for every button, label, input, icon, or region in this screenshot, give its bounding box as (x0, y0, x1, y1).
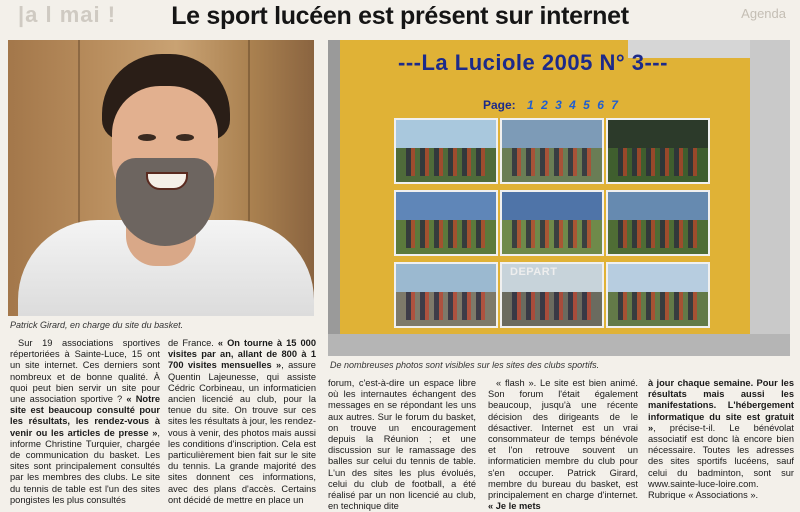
photo-thumbnail[interactable] (500, 190, 604, 256)
page-link[interactable]: 3 (555, 98, 562, 112)
website-screenshot-photo (328, 40, 790, 356)
photo-thumbnail[interactable] (606, 118, 710, 184)
ghost-headline-fragment: |a l mai ! (18, 2, 117, 27)
depart-banner: DEPART (510, 266, 558, 278)
article-column-1 (10, 338, 160, 504)
article-body-text: forum, c'est-à-dire un espace libre où les internautes échangent des messages en se répondant les uns aux autres. Sur le forum du basket, on trouve un encouragement depuis la Réunion ; et une discussion sur le ramassage des balles sur celui du tennis de table. L'un des sites les plus évolués, celui du club de football, a été réalisé par un non licencié au club, en technique dite (328, 378, 476, 512)
page-navigation (483, 98, 622, 112)
article-column-3 (328, 378, 476, 512)
article-body-text: de France. (168, 338, 218, 348)
photo-thumbnail[interactable] (500, 118, 604, 184)
article-quote-text: « Notre site est beaucoup consulté pour les résultats, les rendez-vous à venir ou les articles de presse » (10, 394, 160, 438)
page-link[interactable]: 2 (541, 98, 548, 112)
ghost-section-label: Agenda (741, 6, 786, 21)
page-link[interactable]: 5 (583, 98, 590, 112)
article-quote-text: à jour chaque semaine. Pour les résultats mais aussi les manifestations. L'hébergement informatique du site est gratuit » (648, 378, 794, 433)
article-quote-text: « On tourne à 15 000 visites par an, allant de 800 à 1 700 visites mensuelles » (168, 338, 316, 371)
site-title: ---La Luciole 2005 N° 3--- (398, 50, 668, 75)
page-label: Page: (483, 98, 516, 112)
screen-bezel (750, 40, 790, 356)
page-link[interactable]: 7 (611, 98, 618, 112)
page-link[interactable]: 6 (597, 98, 604, 112)
page-link[interactable]: 4 (569, 98, 576, 112)
photo-thumbnail[interactable] (606, 190, 710, 256)
article-column-2 (168, 338, 316, 504)
page-link[interactable]: 1 (527, 98, 534, 112)
article-body-text: , précise-t-il. Le bénévolat associatif est donc là encore bien nécessaire. Toutes les adresses des sites sportifs lucéens, sauf celui du badminton, sont sur www.sainte-luce-loire.com. Rubrique « Associations ». (648, 422, 794, 501)
article-body-text: « flash ». Le site est bien animé. Son forum l'était également beaucoup, jusqu'à une récente décision des dirigeants de le désactiver. Internet est un vrai consommateur de temps bénévole et l'on retrouve souvent un informaticien membre du club pour s'en occuper. Patrick Girard, membre du bureau du basket, est principalement en charge d'internet. (488, 378, 638, 501)
article-column-4 (488, 378, 638, 512)
photo-thumbnail[interactable] (394, 118, 498, 184)
screenshot-caption: De nombreuses photos sont visibles sur les sites des clubs sportifs. (330, 360, 600, 370)
article-body-text: , assure Quentin Lajeunesse, qui assiste Cédric Corbineau, un informaticien ancien licencié au club, pour la tenue du site. On trouve sur ces sites les résultats à jour, les rendez-vous à venir, des photos mais aussi les conditions d'inscription. Cela est particulièrement bien fait sur le site du tennis. La grande majorité des sites donnent ces informations, avec des plans d'accès. Certains ont décidé de mettre en place un (168, 360, 316, 505)
photo-thumbnail[interactable] (394, 190, 498, 256)
article-headline: Le sport lucéen est présent sur internet (171, 2, 629, 30)
article-column-5 (648, 378, 794, 504)
portrait-photo (8, 40, 314, 316)
article-body-text: , informe Christine Turquier, chargée de communication du basket. Les sites sont principalement consultés par les membres des clubs. Le site du tennis de table est l'un des sites pongistes les plus consultés (10, 427, 160, 505)
photo-thumbnail[interactable] (500, 262, 604, 328)
photo-thumbnail[interactable] (394, 262, 498, 328)
article-body-text: Sur 19 associations sportives répertoriées à Sainte-Luce, 15 ont un site internet. Ces derniers sont nombreux et de bonne qualité. À quoi peut bien servir un site pour une association sportive ? (10, 338, 160, 405)
portrait-caption: Patrick Girard, en charge du site du basket. (10, 320, 184, 330)
photo-thumbnail[interactable] (606, 262, 710, 328)
article-quote-text: « Je le mets (488, 501, 541, 512)
